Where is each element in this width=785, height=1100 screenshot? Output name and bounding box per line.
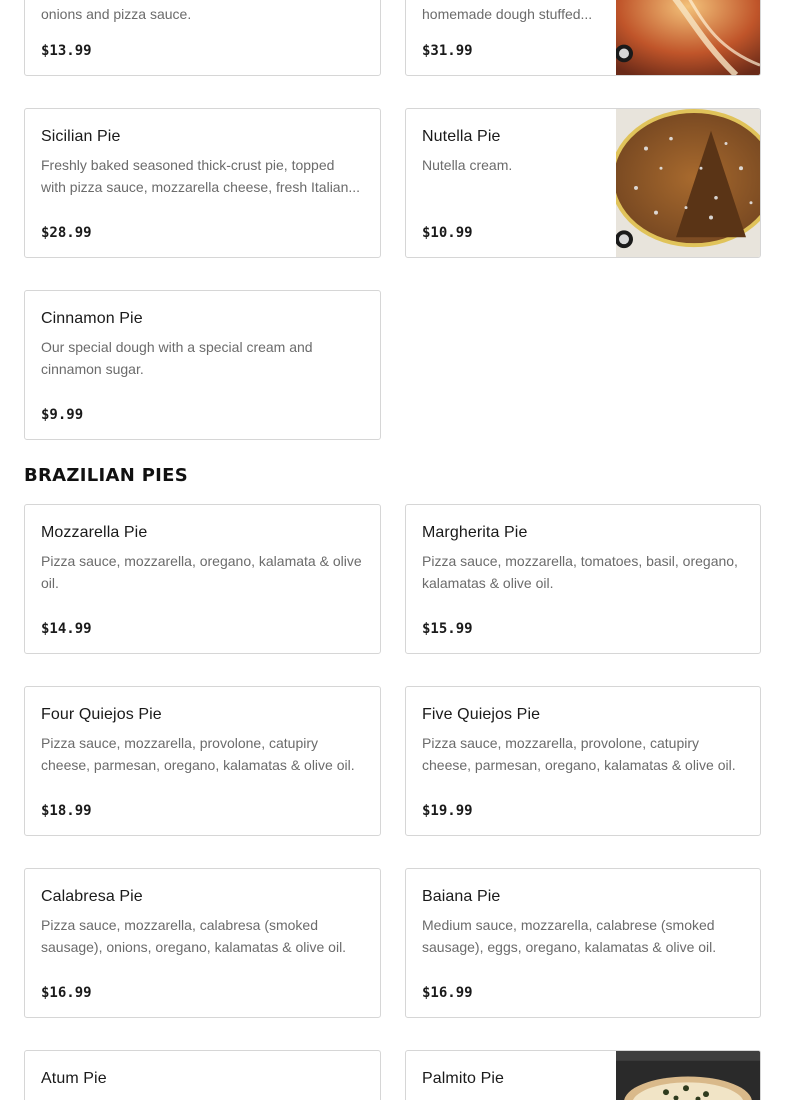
- menu-item-card[interactable]: [24, 504, 381, 654]
- menu-item-card[interactable]: [24, 1050, 381, 1100]
- item-photo: [616, 0, 760, 75]
- item-price: $18.99: [41, 803, 92, 819]
- item-price: $28.99: [41, 225, 92, 241]
- item-name: Mozzarella Pie: [41, 524, 148, 541]
- item-price: $10.99: [422, 225, 473, 241]
- item-description: Pizza sauce, mozzarella, provolone, catupiry cheese, parmesan, oregano, kalamatas & olive oil.: [422, 735, 736, 773]
- item-description: onions and pizza sauce.: [41, 6, 192, 22]
- item-price: $13.99: [41, 43, 92, 59]
- item-price: $15.99: [422, 621, 473, 637]
- item-photo: [616, 109, 760, 257]
- item-description: Our special dough with a special cream and cinnamon sugar.: [41, 339, 313, 377]
- item-name: Sicilian Pie: [41, 128, 121, 145]
- item-description: Pizza sauce, mozzarella, calabresa (smoked sausage), onions, oregano, kalamatas & olive oil.: [41, 917, 347, 955]
- menu-item-card[interactable]: [405, 686, 761, 836]
- item-description: Pizza sauce, mozzarella, oregano, kalamata & olive oil.: [41, 553, 362, 591]
- menu-item-card[interactable]: [405, 108, 761, 258]
- item-description: Nutella cream.: [422, 157, 513, 173]
- menu-item-card[interactable]: [405, 504, 761, 654]
- item-price: $19.99: [422, 803, 473, 819]
- item-name: Baiana Pie: [422, 888, 501, 905]
- menu-item-card[interactable]: [24, 0, 381, 76]
- item-price: $14.99: [41, 621, 92, 637]
- item-price: $16.99: [422, 985, 473, 1001]
- menu-item-card[interactable]: [24, 108, 381, 258]
- menu-item-card[interactable]: [405, 868, 761, 1018]
- item-price: $31.99: [422, 43, 473, 59]
- item-description: Freshly baked seasoned thick-crust pie, topped with pizza sauce, mozzarella cheese, fresh Italian...: [41, 157, 361, 195]
- item-description: Pizza sauce, mozzarella, provolone, catupiry cheese, parmesan, oregano, kalamatas & olive oil.: [41, 735, 355, 773]
- item-name: Margherita Pie: [422, 524, 528, 541]
- item-name: Atum Pie: [41, 1070, 107, 1087]
- menu-item-card[interactable]: [405, 1050, 761, 1100]
- menu-item-card[interactable]: [24, 686, 381, 836]
- item-description: homemade dough stuffed...: [422, 6, 593, 22]
- menu-item-card[interactable]: [24, 290, 381, 440]
- item-price: $9.99: [41, 407, 84, 423]
- item-price: $16.99: [41, 985, 92, 1001]
- section-title: BRAZILIAN PIES: [24, 465, 189, 486]
- item-name: Calabresa Pie: [41, 888, 143, 905]
- menu-item-card[interactable]: [405, 0, 761, 76]
- item-description: Medium sauce, mozzarella, calabrese (smoked sausage), eggs, oregano, kalamatas & olive oil.: [422, 917, 717, 955]
- menu-item-card[interactable]: [24, 868, 381, 1018]
- item-name: Four Quiejos Pie: [41, 706, 162, 723]
- item-name: Palmito Pie: [422, 1070, 505, 1087]
- item-name: Cinnamon Pie: [41, 310, 143, 327]
- item-name: Five Quiejos Pie: [422, 706, 541, 723]
- item-description: Pizza sauce, mozzarella, tomatoes, basil, oregano, kalamatas & olive oil.: [422, 553, 738, 591]
- item-name: Nutella Pie: [422, 128, 501, 145]
- item-photo: [616, 1051, 760, 1100]
